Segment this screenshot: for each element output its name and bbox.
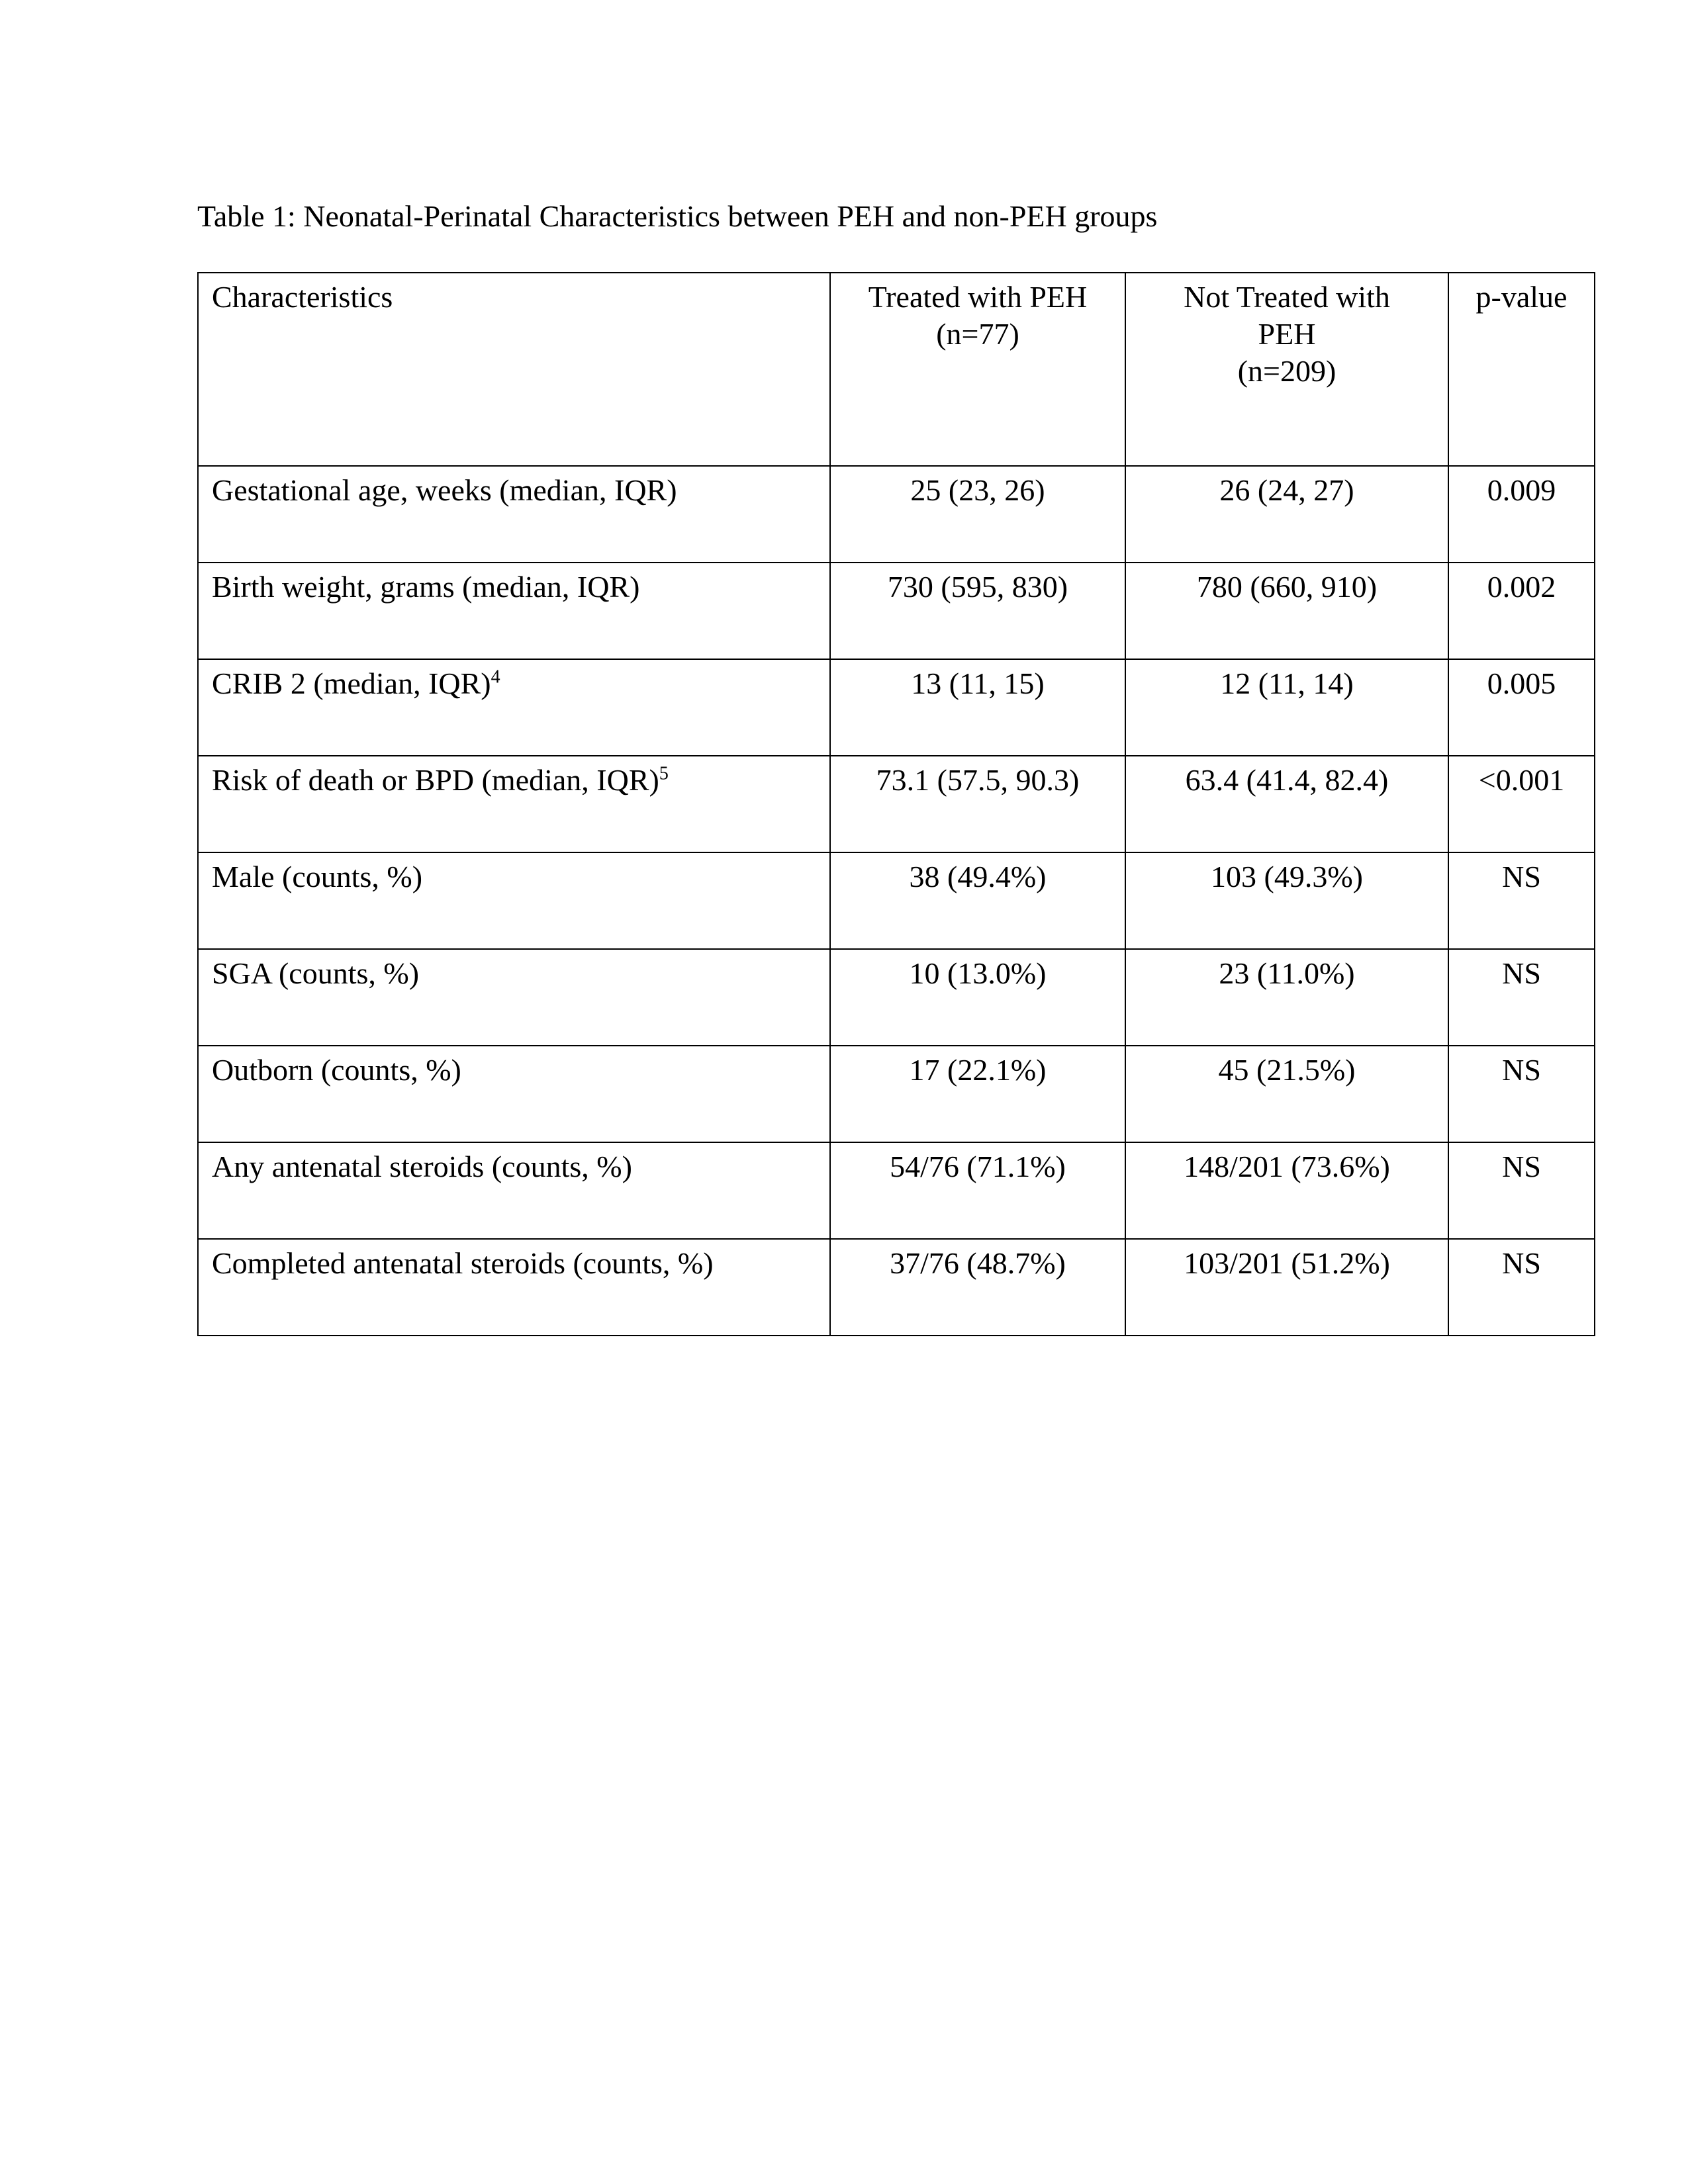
- characteristic-label: Birth weight, grams (median, IQR): [212, 570, 640, 604]
- table-row: [198, 756, 1595, 852]
- cell-treated: 38 (49.4%): [830, 852, 1125, 949]
- header-characteristics-label: Characteristics: [212, 280, 393, 314]
- cell-treated: 25 (23, 26): [830, 466, 1125, 563]
- header-not-treated: [1125, 273, 1448, 466]
- cell-not-treated: 12 (11, 14): [1125, 659, 1448, 756]
- header-treated-line2: (n=77): [936, 317, 1019, 351]
- characteristics-table: [197, 272, 1595, 1336]
- cell-treated: 73.1 (57.5, 90.3): [830, 756, 1125, 852]
- cell-not-treated: 26 (24, 27): [1125, 466, 1448, 563]
- cell-pvalue: NS: [1448, 1142, 1595, 1239]
- table-caption: Table 1: Neonatal-Perinatal Characteristics between PEH and non-PEH groups: [197, 199, 1158, 233]
- table-row: [198, 852, 1595, 949]
- cell-pvalue: 0.009: [1448, 466, 1595, 563]
- header-not-treated-line3: (n=209): [1237, 354, 1336, 388]
- cell-not-treated: 148/201 (73.6%): [1125, 1142, 1448, 1239]
- table-row: [198, 466, 1595, 563]
- cell-characteristic: [198, 1142, 830, 1239]
- table-row: [198, 659, 1595, 756]
- cell-treated: 13 (11, 15): [830, 659, 1125, 756]
- cell-pvalue: NS: [1448, 852, 1595, 949]
- characteristic-label: SGA (counts, %): [212, 956, 420, 990]
- cell-treated: 54/76 (71.1%): [830, 1142, 1125, 1239]
- header-pvalue-label: p-value: [1476, 280, 1568, 314]
- table-row: [198, 949, 1595, 1046]
- header-treated-line1: Treated with PEH: [868, 280, 1088, 314]
- header-not-treated-line2: PEH: [1258, 317, 1316, 351]
- footnote-marker: 5: [659, 763, 669, 784]
- characteristic-label: Outborn (counts, %): [212, 1053, 461, 1087]
- cell-characteristic: [198, 756, 830, 852]
- header-pvalue: [1448, 273, 1595, 466]
- characteristic-label: Any antenatal steroids (counts, %): [212, 1150, 632, 1183]
- cell-not-treated: 103 (49.3%): [1125, 852, 1448, 949]
- cell-treated: 10 (13.0%): [830, 949, 1125, 1046]
- cell-characteristic: [198, 659, 830, 756]
- cell-characteristic: [198, 949, 830, 1046]
- cell-treated: 37/76 (48.7%): [830, 1239, 1125, 1336]
- cell-characteristic: [198, 1239, 830, 1336]
- cell-characteristic: [198, 466, 830, 563]
- header-treated: [830, 273, 1125, 466]
- cell-characteristic: [198, 563, 830, 659]
- cell-pvalue: 0.005: [1448, 659, 1595, 756]
- footnote-marker: 4: [491, 666, 500, 688]
- table-row: [198, 1142, 1595, 1239]
- cell-not-treated: 780 (660, 910): [1125, 563, 1448, 659]
- cell-pvalue: NS: [1448, 1046, 1595, 1142]
- cell-not-treated: 45 (21.5%): [1125, 1046, 1448, 1142]
- table-header-row: [198, 273, 1595, 466]
- cell-treated: 17 (22.1%): [830, 1046, 1125, 1142]
- cell-pvalue: NS: [1448, 949, 1595, 1046]
- header-not-treated-line1: Not Treated with: [1184, 280, 1390, 314]
- cell-pvalue: NS: [1448, 1239, 1595, 1336]
- characteristic-label: CRIB 2 (median, IQR): [212, 666, 491, 700]
- cell-pvalue: <0.001: [1448, 756, 1595, 852]
- cell-treated: 730 (595, 830): [830, 563, 1125, 659]
- characteristic-label: Male (counts, %): [212, 860, 423, 893]
- cell-characteristic: [198, 852, 830, 949]
- cell-characteristic: [198, 1046, 830, 1142]
- characteristic-label: Gestational age, weeks (median, IQR): [212, 473, 677, 507]
- cell-not-treated: 103/201 (51.2%): [1125, 1239, 1448, 1336]
- cell-not-treated: 63.4 (41.4, 82.4): [1125, 756, 1448, 852]
- cell-not-treated: 23 (11.0%): [1125, 949, 1448, 1046]
- characteristic-label: Risk of death or BPD (median, IQR): [212, 763, 659, 797]
- characteristic-label: Completed antenatal steroids (counts, %): [212, 1246, 714, 1280]
- cell-pvalue: 0.002: [1448, 563, 1595, 659]
- header-characteristics: [198, 273, 830, 466]
- table-row: [198, 1239, 1595, 1336]
- table-row: [198, 1046, 1595, 1142]
- table-row: [198, 563, 1595, 659]
